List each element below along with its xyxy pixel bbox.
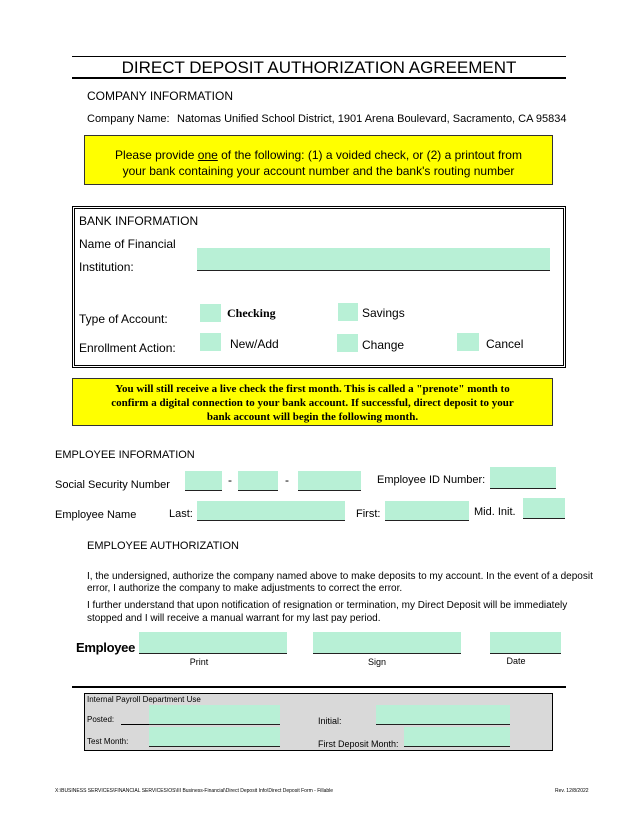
- sign-caption: Sign: [367, 657, 386, 667]
- ssn-part-1-field[interactable]: [185, 471, 222, 491]
- initial-label: Initial:: [318, 716, 342, 726]
- employee-signature-label: Employee: [76, 640, 136, 655]
- ssn-dash-2: -: [285, 473, 289, 487]
- test-month-field[interactable]: [149, 727, 280, 747]
- notice-line-1-post: of the following: (1) a voided check, or (2) a printout from: [217, 148, 522, 162]
- change-checkbox[interactable]: [337, 334, 358, 352]
- payroll-heading: Internal Payroll Department Use: [87, 695, 201, 704]
- ssn-part-3-field[interactable]: [298, 471, 361, 491]
- print-caption: Print: [189, 657, 209, 667]
- ssn-dash-1: -: [228, 473, 232, 487]
- posted-underline: [121, 724, 149, 725]
- employee-heading: EMPLOYEE INFORMATION: [55, 449, 195, 461]
- date-caption: Date: [506, 656, 526, 666]
- first-deposit-month-field[interactable]: [404, 727, 510, 747]
- ssn-part-2-field[interactable]: [238, 471, 278, 491]
- prenote-line-3: bank account will begin the following month.: [206, 411, 419, 423]
- authorization-heading: EMPLOYEE AUTHORIZATION: [87, 540, 239, 552]
- authorization-para-2-line-2: stopped and I will receive a manual warrant for my last pay period.: [87, 613, 381, 624]
- footer-revision: Rev. 12/8/2022: [555, 788, 589, 794]
- print-name-field[interactable]: [139, 632, 287, 654]
- employee-name-label: Employee Name: [55, 509, 137, 521]
- initial-field[interactable]: [376, 705, 510, 725]
- middle-initial-label: Mid. Init.: [474, 506, 516, 518]
- notice-line-2: your bank containing your account number and the bank's routing number: [122, 164, 515, 178]
- posted-label: Posted:: [87, 715, 115, 724]
- last-name-field[interactable]: [197, 501, 345, 521]
- employee-id-field[interactable]: [490, 467, 556, 489]
- prenote-line-2: confirm a digital connection to your bank account. If successful, direct deposit to your: [111, 397, 514, 409]
- bank-heading: BANK INFORMATION: [79, 214, 199, 228]
- cancel-label: Cancel: [486, 337, 524, 351]
- checking-label: Checking: [227, 306, 276, 320]
- savings-label: Savings: [362, 306, 405, 320]
- authorization-para-1-line-2: error, I authorize the company to make adjustments to correct the error.: [87, 583, 403, 594]
- notice-line-1-one: one: [197, 148, 218, 162]
- middle-initial-field[interactable]: [523, 498, 565, 519]
- test-month-label: Test Month:: [87, 737, 129, 746]
- new-add-checkbox[interactable]: [200, 333, 221, 351]
- posted-field[interactable]: [149, 705, 280, 725]
- payroll-top-rule: [72, 686, 566, 688]
- enrollment-action-label: Enrollment Action:: [79, 341, 176, 355]
- change-label: Change: [362, 338, 405, 352]
- company-name-value: Natomas Unified School District, 1901 Arena Boulevard, Sacramento, CA 95834: [177, 113, 567, 125]
- company-heading: COMPANY INFORMATION: [87, 89, 234, 103]
- notice-line-1-pre: Please provide: [115, 148, 198, 162]
- last-name-label: Last:: [169, 508, 193, 520]
- fi-label-1: Name of Financial: [79, 237, 176, 251]
- date-field[interactable]: [490, 632, 561, 654]
- footer-file-path: X:\BUSINESS SERVICES\FINANCIAL SERVICES\OS\III Business-Financial\Direct Deposit Info\Direct Deposit Form - Fillable: [55, 788, 334, 794]
- new-add-label: New/Add: [230, 337, 279, 351]
- authorization-para-1-line-1: I, the undersigned, authorize the company named above to make deposits to my account. In the event of a deposit: [87, 571, 593, 582]
- signature-field[interactable]: [313, 632, 461, 654]
- title-bottom-rule: [72, 77, 566, 79]
- first-name-label: First:: [356, 508, 381, 520]
- title-top-rule: [72, 56, 566, 57]
- company-name-label: Company Name:: [87, 113, 170, 125]
- authorization-para-2-line-1: I further understand that upon notification of resignation or termination, my Direct Deposit will be immediately: [87, 600, 568, 611]
- financial-institution-field[interactable]: [197, 248, 550, 271]
- account-type-label: Type of Account:: [79, 312, 168, 326]
- page-title: DIRECT DEPOSIT AUTHORIZATION AGREEMENT: [121, 58, 517, 77]
- prenote-line-1: You will still receive a live check the first month. This is called a "prenote" month to: [115, 383, 510, 395]
- checking-checkbox[interactable]: [200, 304, 221, 322]
- savings-checkbox[interactable]: [338, 303, 358, 321]
- fi-label-2: Institution:: [79, 260, 134, 274]
- ssn-label: Social Security Number: [55, 479, 170, 491]
- first-name-field[interactable]: [385, 501, 469, 521]
- notice-line-1: [84, 148, 553, 162]
- cancel-checkbox[interactable]: [457, 333, 479, 351]
- first-deposit-month-label: First Deposit Month:: [318, 739, 399, 749]
- employee-id-label: Employee ID Number:: [377, 474, 486, 486]
